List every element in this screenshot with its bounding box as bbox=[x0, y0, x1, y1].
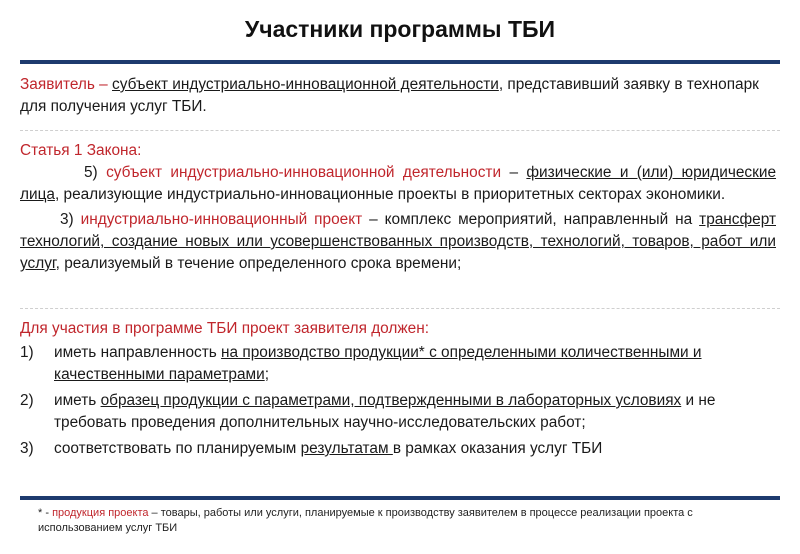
bottom-divider bbox=[20, 496, 780, 500]
applicant-subject: субъект индустриально-инновационной деятельности bbox=[112, 76, 499, 93]
applicant-rest: , представивший заявку в технопарк для получения услуг ТБИ. bbox=[20, 76, 759, 115]
section-divider-1 bbox=[20, 130, 780, 131]
top-divider bbox=[20, 60, 780, 64]
applicant-definition bbox=[20, 74, 776, 118]
requirement-post: ; bbox=[264, 366, 269, 383]
requirement-item bbox=[20, 438, 776, 460]
requirement-underlined: на производство продукции* с определенными количественными и качественными параметрами bbox=[54, 344, 702, 383]
requirement-pre: соответствовать по планируемым bbox=[54, 440, 301, 457]
law-heading: Статья 1 Закона: bbox=[20, 142, 142, 159]
requirement-item bbox=[20, 342, 776, 386]
requirement-num: 1) bbox=[20, 344, 34, 361]
law-item-5-term: субъект индустриально-инновационной деятельности bbox=[106, 164, 502, 181]
requirement-post: в рамках оказания услуг ТБИ bbox=[392, 440, 603, 457]
footnote-term: продукция проекта bbox=[52, 507, 149, 519]
law-item-5-num: 5) bbox=[84, 164, 98, 181]
requirement-post: и не требовать проведения дополнительных научно-исследовательских работ; bbox=[54, 392, 716, 431]
law-item-5-dash: – bbox=[501, 164, 527, 181]
requirements-heading: Для участия в программе ТБИ проект заявителя должен: bbox=[20, 320, 430, 337]
applicant-term: Заявитель bbox=[20, 76, 95, 93]
law-item-3-num: 3) bbox=[60, 211, 74, 228]
requirement-num: 2) bbox=[20, 392, 34, 409]
law-item-5 bbox=[20, 162, 776, 206]
requirement-underlined: результатам bbox=[300, 440, 393, 457]
footnote-star: * - bbox=[38, 507, 53, 519]
law-item-3-mid: – комплекс мероприятий, направленный на bbox=[362, 211, 700, 228]
law-item-3-term: индустриально-инновационный проект bbox=[80, 211, 363, 228]
requirement-item bbox=[20, 390, 776, 434]
section-divider-2 bbox=[20, 308, 780, 309]
law-item-3-def: трансферт технологий, создание новых или усовершенствованных производств, технологий, товаров, работ или услуг bbox=[20, 211, 776, 272]
law-item-5-def: физические и (или) юридические лица bbox=[20, 164, 777, 203]
applicant-dash: – bbox=[94, 76, 113, 93]
page-title: Участники программы ТБИ bbox=[244, 16, 556, 42]
law-item-3-rest: , реализуемый в течение определенного срока времени; bbox=[55, 255, 462, 272]
footnote bbox=[38, 506, 728, 536]
requirement-pre: иметь направленность bbox=[54, 344, 222, 361]
requirement-num: 3) bbox=[20, 440, 34, 457]
footnote-rest: – товары, работы или услуги, планируемые к производству заявителем в процессе реализации проекта с использованием услуг ТБИ bbox=[38, 507, 693, 534]
law-item-3 bbox=[20, 209, 776, 275]
requirement-pre: иметь bbox=[54, 392, 101, 409]
law-item-5-rest: , реализующие индустриально-инновационные проекты в приоритетных секторах экономики. bbox=[54, 186, 726, 203]
requirement-underlined: образец продукции с параметрами, подтвержденными в лабораторных условиях bbox=[100, 392, 682, 409]
law-section bbox=[20, 140, 776, 275]
requirements-section bbox=[20, 318, 776, 460]
